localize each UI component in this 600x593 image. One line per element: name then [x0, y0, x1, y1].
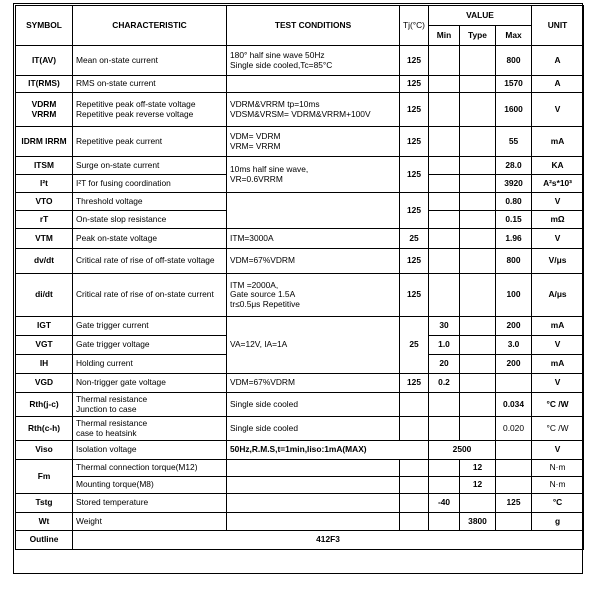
unit-cell: N·m	[532, 477, 584, 494]
tj-cell	[400, 460, 429, 477]
outline-label: Outline	[16, 531, 73, 550]
min-cell: 2500	[429, 441, 496, 460]
tj-cell	[400, 393, 429, 417]
characteristic-cell: Gate trigger voltage	[73, 336, 227, 355]
condition-line: tr≤0.5μs Repetitive	[230, 298, 300, 309]
table-row	[16, 374, 584, 393]
min-cell	[429, 477, 460, 494]
characteristic-cell: Mean on-state current	[73, 46, 227, 76]
condition-line: 180° half sine wave 50Hz	[230, 49, 325, 60]
typ-cell	[460, 93, 496, 127]
table-row	[16, 513, 584, 531]
min-cell	[429, 46, 460, 76]
min-cell	[429, 249, 460, 274]
condition-cell: VDM=67%VDRM	[227, 374, 400, 393]
max-cell	[496, 460, 532, 477]
symbol-cell: IGT	[16, 317, 73, 336]
max-cell	[496, 477, 532, 494]
characteristic-cell: Critical rate of rise of off-state voltage	[73, 249, 227, 274]
symbol-cell: Rth(j-c)	[16, 393, 73, 417]
condition-cell: VA=12V, IA=1A	[227, 317, 400, 374]
min-cell	[429, 193, 460, 211]
characteristic-cell: Gate trigger current	[73, 317, 227, 336]
characteristic-cell: On-state slop resistance	[73, 211, 227, 229]
max-cell: 1.96	[496, 229, 532, 249]
characteristic-line: case to heatsink	[76, 427, 137, 438]
characteristic-cell: Surge on-state current	[73, 157, 227, 175]
unit-cell: mΩ	[532, 211, 584, 229]
unit-cell: °C /W	[532, 393, 584, 417]
table-row	[16, 157, 584, 175]
characteristic-line: Junction to case	[76, 403, 137, 414]
min-cell	[429, 76, 460, 93]
condition-cell	[227, 477, 400, 494]
condition-cell	[227, 274, 400, 317]
table-row	[16, 93, 584, 127]
symbol-cell: Rth(c-h)	[16, 417, 73, 441]
unit-cell: V	[532, 93, 584, 127]
unit-cell: g	[532, 513, 584, 531]
characteristic-cell: Weight	[73, 513, 227, 531]
unit-cell: A/μs	[532, 274, 584, 317]
typ-cell	[460, 374, 496, 393]
max-cell: 55	[496, 127, 532, 157]
symbol-cell: di/dt	[16, 274, 73, 317]
symbol-cell: dv/dt	[16, 249, 73, 274]
tj-cell: 125	[400, 193, 429, 229]
max-cell: 800	[496, 249, 532, 274]
condition-cell	[227, 46, 400, 76]
min-cell: -40	[429, 494, 460, 513]
symbol-cell: IH	[16, 355, 73, 374]
tj-cell: 125	[400, 374, 429, 393]
max-cell: 0.034	[496, 393, 532, 417]
spec-table	[15, 5, 584, 550]
header-typ: Type	[460, 26, 496, 46]
condition-cell	[227, 93, 400, 127]
characteristic-line: Repetitive peak off-state voltage	[76, 98, 196, 109]
symbol-cell: Wt	[16, 513, 73, 531]
max-cell	[496, 513, 532, 531]
typ-cell	[460, 127, 496, 157]
condition-cell	[227, 76, 400, 93]
unit-cell: V	[532, 441, 584, 460]
tj-cell: 25	[400, 317, 429, 374]
condition-cell	[227, 494, 400, 513]
characteristic-cell: Non-trigger gate voltage	[73, 374, 227, 393]
condition-cell	[227, 513, 400, 531]
characteristic-line: Repetitive peak reverse voltage	[76, 108, 194, 119]
tj-cell: 125	[400, 157, 429, 193]
symbol-cell: IT(AV)	[16, 46, 73, 76]
typ-cell	[460, 76, 496, 93]
condition-line: Single side cooled,Tc=85°C	[230, 59, 333, 70]
max-cell: 0.15	[496, 211, 532, 229]
condition-cell	[227, 193, 400, 229]
characteristic-cell: Stored temperature	[73, 494, 227, 513]
max-cell	[496, 441, 532, 460]
typ-cell	[460, 211, 496, 229]
typ-cell	[460, 175, 496, 193]
unit-cell: mA	[532, 127, 584, 157]
min-cell	[429, 127, 460, 157]
unit-cell: V	[532, 336, 584, 355]
min-cell	[429, 175, 460, 193]
condition-line: ITM =2000A,	[230, 279, 279, 290]
typ-cell	[460, 157, 496, 175]
condition-line: VRM= VRRM	[230, 140, 281, 151]
unit-cell: mA	[532, 317, 584, 336]
max-cell: 1600	[496, 93, 532, 127]
typ-cell	[460, 249, 496, 274]
min-cell	[429, 460, 460, 477]
unit-cell: V	[532, 229, 584, 249]
tj-cell	[400, 417, 429, 441]
condition-cell	[227, 157, 400, 193]
condition-cell	[227, 127, 400, 157]
header-characteristic: CHARACTERISTIC	[73, 6, 227, 46]
tj-cell: 25	[400, 229, 429, 249]
min-cell: 30	[429, 317, 460, 336]
symbol-cell: VTO	[16, 193, 73, 211]
tj-cell	[400, 477, 429, 494]
symbol-cell: Tstg	[16, 494, 73, 513]
typ-cell	[460, 355, 496, 374]
max-cell: 0.020	[496, 417, 532, 441]
symbol-cell: VGT	[16, 336, 73, 355]
unit-cell: °C	[532, 494, 584, 513]
symbol-cell: VDRM VRRM	[16, 93, 73, 127]
characteristic-cell	[73, 417, 227, 441]
table-row	[16, 274, 584, 317]
tj-cell: 125	[400, 46, 429, 76]
symbol-cell: Viso	[16, 441, 73, 460]
min-cell	[429, 393, 460, 417]
tj-cell: 125	[400, 274, 429, 317]
typ-cell	[460, 336, 496, 355]
min-cell	[429, 513, 460, 531]
min-cell	[429, 274, 460, 317]
min-cell	[429, 229, 460, 249]
table-row	[16, 441, 584, 460]
unit-cell: A	[532, 46, 584, 76]
symbol-cell: IT(RMS)	[16, 76, 73, 93]
max-cell: 3.0	[496, 336, 532, 355]
table-row	[16, 477, 584, 494]
typ-cell	[460, 193, 496, 211]
unit-cell: A	[532, 76, 584, 93]
header-max: Max	[496, 26, 532, 46]
header-tj: Tj(°C)	[400, 6, 429, 46]
header-min: Min	[429, 26, 460, 46]
tj-cell: 125	[400, 76, 429, 93]
table-row	[16, 249, 584, 274]
typ-cell: 12	[460, 477, 496, 494]
tj-cell: 125	[400, 127, 429, 157]
max-cell: 1570	[496, 76, 532, 93]
condition-line: VR=0.6VRRM	[230, 173, 283, 184]
max-cell: 200	[496, 355, 532, 374]
outline-row	[16, 531, 584, 550]
max-cell: 100	[496, 274, 532, 317]
table-row	[16, 317, 584, 336]
condition-line: VDSM&VRSM= VDRM&VRRM+100V	[230, 108, 371, 119]
unit-cell: °C /W	[532, 417, 584, 441]
tj-cell: 125	[400, 93, 429, 127]
table-row	[16, 229, 584, 249]
symbol-cell: VGD	[16, 374, 73, 393]
characteristic-cell	[73, 93, 227, 127]
condition-line: Gate source 1.5A	[230, 289, 296, 300]
characteristic-line: Thermal resistance	[76, 417, 148, 428]
symbol-cell: I²t	[16, 175, 73, 193]
header-unit: UNIT	[532, 6, 584, 46]
table-row	[16, 494, 584, 513]
min-cell: 20	[429, 355, 460, 374]
table-row	[16, 417, 584, 441]
condition-line: 10ms half sine wave,	[230, 163, 309, 174]
max-cell: 800	[496, 46, 532, 76]
min-cell	[429, 93, 460, 127]
unit-cell: KA	[532, 157, 584, 175]
max-cell: 125	[496, 494, 532, 513]
condition-cell: Single side cooled	[227, 393, 400, 417]
condition-line: VDM= VDRM	[230, 130, 281, 141]
symbol-cell: IDRM IRRM	[16, 127, 73, 157]
min-cell	[429, 157, 460, 175]
min-cell	[429, 417, 460, 441]
header-value: VALUE	[429, 6, 532, 26]
max-cell: 200	[496, 317, 532, 336]
min-cell: 1.0	[429, 336, 460, 355]
tj-cell: 125	[400, 249, 429, 274]
symbol-cell: rT	[16, 211, 73, 229]
characteristic-cell: Peak on-state voltage	[73, 229, 227, 249]
characteristic-cell: Repetitive peak current	[73, 127, 227, 157]
characteristic-cell: Threshold voltage	[73, 193, 227, 211]
characteristic-cell	[73, 393, 227, 417]
typ-cell	[460, 417, 496, 441]
characteristic-cell: RMS on-state current	[73, 76, 227, 93]
unit-cell: mA	[532, 355, 584, 374]
typ-cell	[460, 494, 496, 513]
typ-cell	[460, 317, 496, 336]
table-row	[16, 127, 584, 157]
condition-cell: VDM=67%VDRM	[227, 249, 400, 274]
typ-cell	[460, 46, 496, 76]
characteristic-cell: Critical rate of rise of on-state current	[73, 274, 227, 317]
max-cell	[496, 374, 532, 393]
header-test-conditions: TEST CONDITIONS	[227, 6, 400, 46]
condition-cell: 50Hz,R.M.S,t=1min,Iiso:1mA(MAX)	[227, 441, 429, 460]
table-row	[16, 460, 584, 477]
max-cell: 28.0	[496, 157, 532, 175]
max-cell: 3920	[496, 175, 532, 193]
condition-cell: ITM=3000A	[227, 229, 400, 249]
header-symbol: SYMBOL	[16, 6, 73, 46]
condition-line: VDRM&VRRM tp=10ms	[230, 98, 320, 109]
table-row	[16, 46, 584, 76]
min-cell: 0.2	[429, 374, 460, 393]
typ-cell: 3800	[460, 513, 496, 531]
characteristic-line: Thermal resistance	[76, 393, 148, 404]
typ-cell	[460, 393, 496, 417]
symbol-cell: ITSM	[16, 157, 73, 175]
condition-cell	[227, 460, 400, 477]
characteristic-cell: Isolation voltage	[73, 441, 227, 460]
characteristic-cell: I²T for fusing coordination	[73, 175, 227, 193]
tj-cell	[400, 494, 429, 513]
unit-cell: N·m	[532, 460, 584, 477]
table-row	[16, 193, 584, 211]
typ-cell: 12	[460, 460, 496, 477]
characteristic-cell: Holding current	[73, 355, 227, 374]
table-row	[16, 393, 584, 417]
unit-cell: V	[532, 193, 584, 211]
unit-cell: A²s*10³	[532, 175, 584, 193]
unit-cell: V	[532, 374, 584, 393]
typ-cell	[460, 274, 496, 317]
condition-cell: Single side cooled	[227, 417, 400, 441]
symbol-cell: VTM	[16, 229, 73, 249]
characteristic-cell: Mounting torque(M8)	[73, 477, 227, 494]
min-cell	[429, 211, 460, 229]
typ-cell	[460, 229, 496, 249]
outline-value: 412F3	[73, 531, 584, 550]
table-row	[16, 76, 584, 93]
unit-cell: V/μs	[532, 249, 584, 274]
characteristic-cell: Thermal connection torque(M12)	[73, 460, 227, 477]
max-cell: 0.80	[496, 193, 532, 211]
symbol-cell: Fm	[16, 460, 73, 494]
tj-cell	[400, 513, 429, 531]
